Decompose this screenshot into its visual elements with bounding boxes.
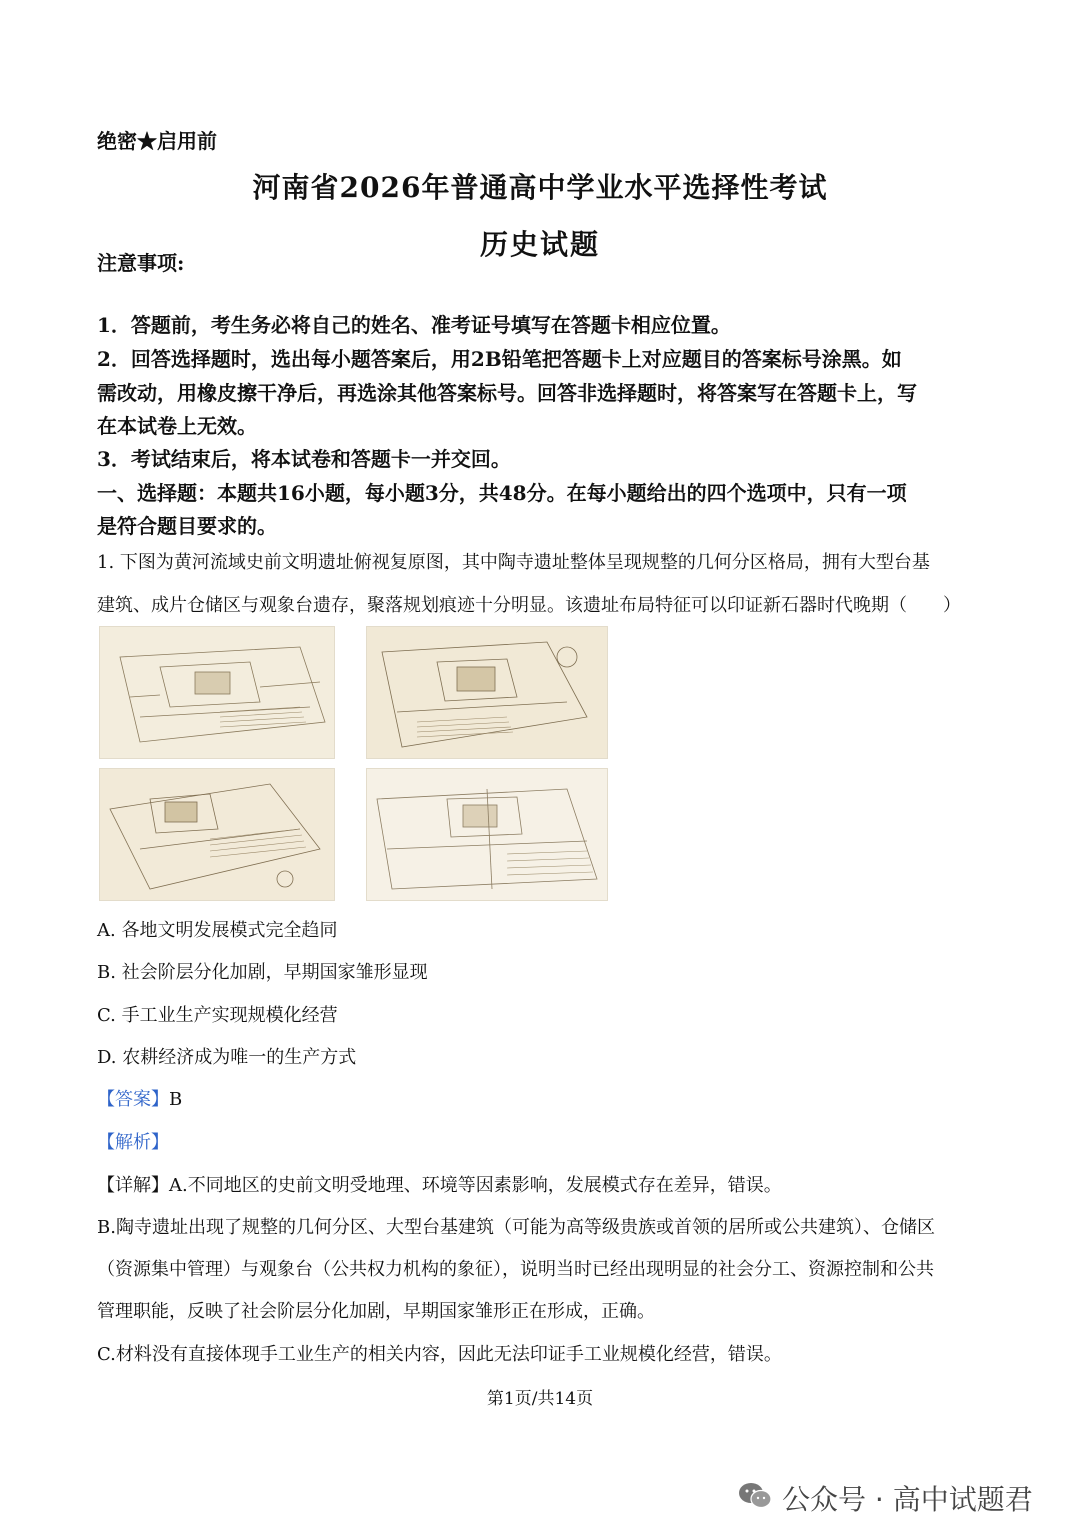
detail-b-line-3: 管理职能，反映了社会阶层分化加剧，早期国家雏形正在形成，正确。 [97, 1301, 655, 1322]
detail-a: A.不同地区的史前文明受地理、环境等因素影响，发展模式存在差异，错误。 [169, 1175, 782, 1196]
page-number: 第1页/共14页 [486, 1389, 594, 1409]
answer-value: B [169, 1089, 183, 1110]
site-illustration-4 [366, 768, 608, 901]
option-d: D. 农耕经济成为唯一的生产方式 [97, 1047, 357, 1068]
section-heading-line-2: 是符合题目要求的。 [97, 514, 277, 538]
exam-title: 河南省2026年普通高中学业水平选择性考试 [252, 171, 828, 204]
watermark-text: 公众号 · 高中试题君 [782, 1483, 1033, 1516]
question-stem-line-2: 建筑、成片仓储区与观象台遗存，聚落规划痕迹十分明显。该遗址布局特征可以印证新石器时代晚期（ ） [97, 595, 961, 616]
option-a: A. 各地文明发展模式完全趋同 [97, 920, 338, 941]
exam-subtitle: 历史试题 [479, 228, 600, 261]
detail-c-line: C.材料没有直接体现手工业生产的相关内容，因此无法印证手工业规模化经营，错误。 [97, 1344, 782, 1365]
detail-label: 【详解】 [97, 1175, 169, 1196]
notice-item-1: 1．答题前，考生务必将自己的姓名、准考证号填写在答题卡相应位置。 [97, 313, 731, 337]
section-heading-line-1: 一、选择题：本题共16小题，每小题3分，共48分。在每小题给出的四个选项中，只有一项 [97, 481, 907, 505]
notice-item-3: 3．考试结束后，将本试卷和答题卡一并交回。 [97, 447, 511, 471]
notice-item-2-line-2: 需改动，用橡皮擦干净后，再选涂其他答案标号。回答非选择题时，将答案写在答题卡上，写 [97, 381, 917, 405]
site-illustration-3 [99, 768, 335, 901]
site-illustration-1 [99, 626, 335, 759]
notice-item-2-line-3: 在本试卷上无效。 [97, 414, 257, 438]
detail-a-line [97, 1171, 782, 1197]
wechat-icon [738, 1482, 772, 1510]
notice-item-2-line-1: 2．回答选择题时，选出每小题答案后，用2B铅笔把答题卡上对应题目的答案标号涂黑。如 [97, 347, 902, 371]
detail-b-line-2: （资源集中管理）与观象台（公共权力机构的象征），说明当时已经出现明显的社会分工、资源控制和公共 [97, 1259, 934, 1280]
secret-mark: 绝密★启用前 [97, 129, 217, 153]
answer-line [97, 1085, 182, 1111]
notice-heading: 注意事项: [97, 251, 185, 275]
analysis-label: 【解析】 [97, 1132, 169, 1153]
detail-b-line-1: B.陶寺遗址出现了规整的几何分区、大型台基建筑（可能为高等级贵族或首领的居所或公共建筑）、仓储区 [97, 1217, 935, 1238]
site-illustration-2 [366, 626, 608, 759]
question-stem-line-1: 1. 下图为黄河流域史前文明遗址俯视复原图，其中陶寺遗址整体呈现规整的几何分区格局，拥有大型台基 [97, 552, 930, 573]
option-c: C. 手工业生产实现规模化经营 [97, 1005, 338, 1026]
option-b: B. 社会阶层分化加剧，早期国家雏形显现 [97, 962, 428, 983]
answer-label: 【答案】 [97, 1089, 169, 1110]
